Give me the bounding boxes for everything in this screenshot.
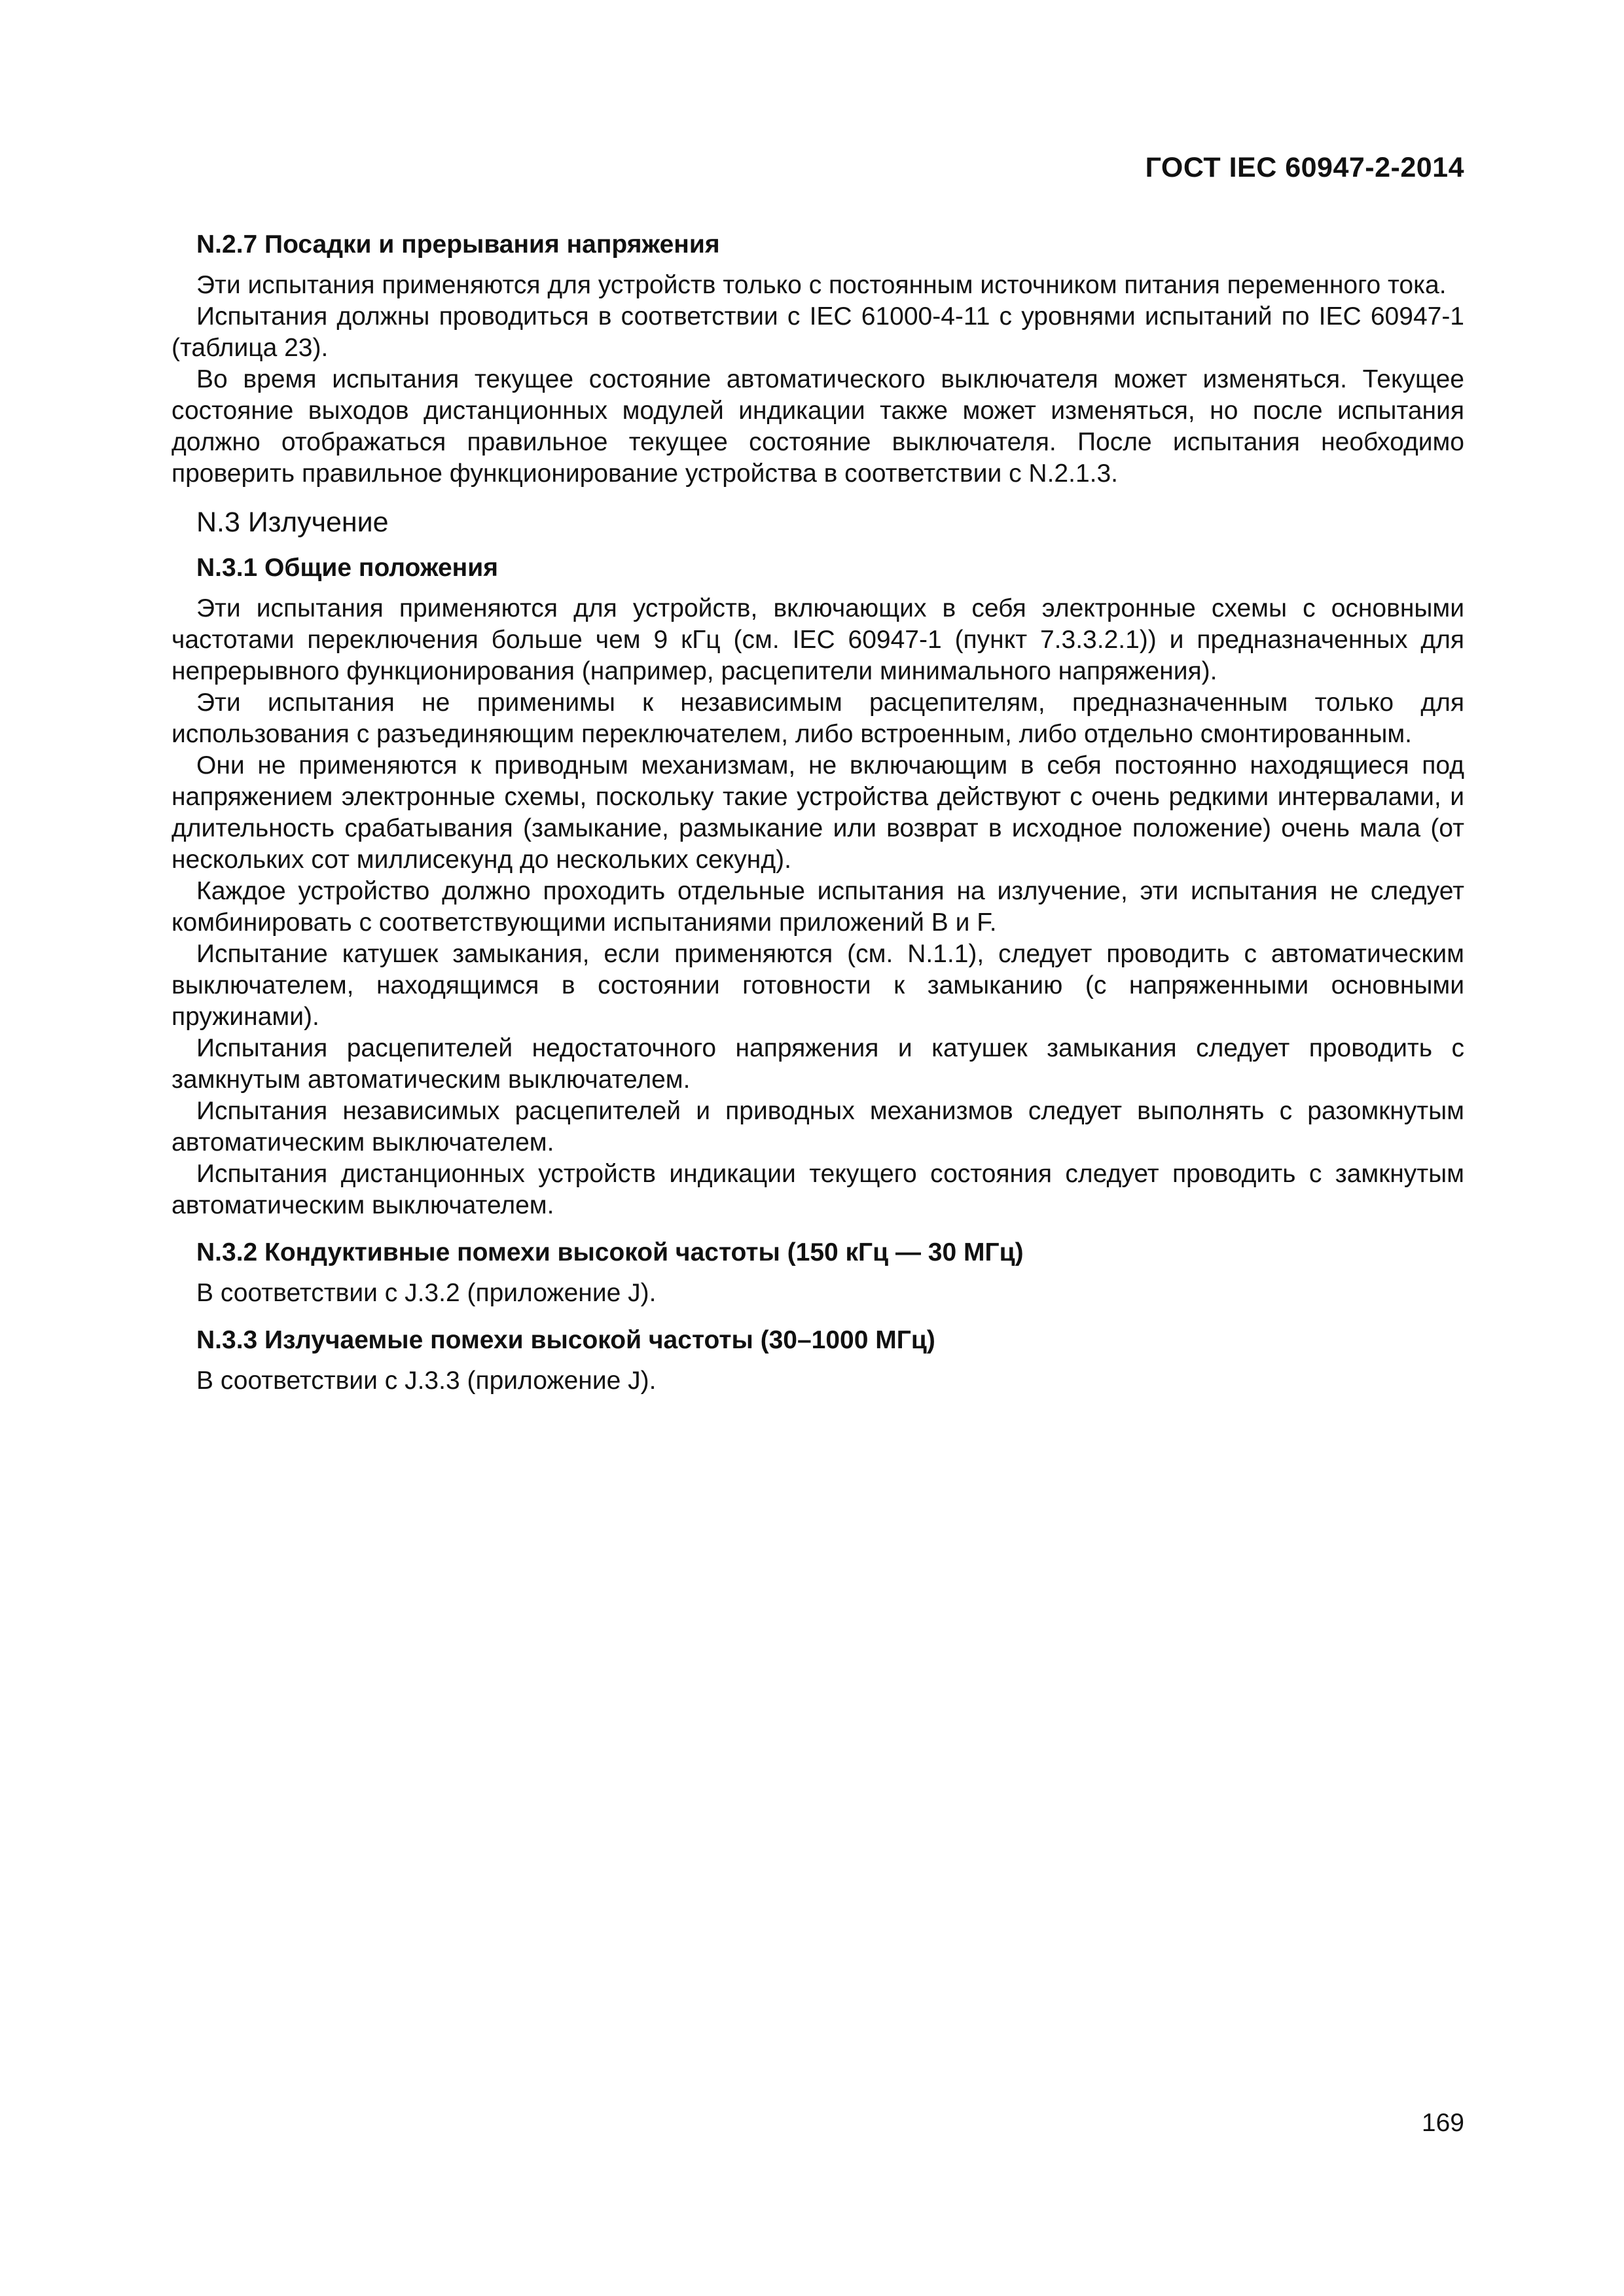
paragraph: Испытание катушек замыкания, если применяются (см. N.1.1), следует проводить с автоматическим выключателем, находящимся в состоянии готовности к замыканию (с напряженными основными пружинами).: [171, 940, 1464, 1031]
paragraph: Они не применяются к приводным механизмам, не включающим в себя постоянно находящиеся под напряжением электронные схемы, поскольку такие устройства действуют с очень редкими интервалами, и длительность срабатывания (замыкание, размыкание или возврат в исходное положение) очень мала (от нескольких сот миллисекунд до нескольких секунд).: [171, 751, 1464, 874]
paragraph: Испытания расцепителей недостаточного напряжения и катушек замыкания следует проводить с замкнутым автоматическим выключателем.: [171, 1034, 1464, 1094]
paragraph: Эти испытания не применимы к независимым расцепителям, предназначенным только для использования с разъединяющим переключателем, либо встроенным, либо отдельно смонтированным.: [171, 689, 1464, 748]
heading-n27: N.2.7 Посадки и прерывания напряжения: [196, 230, 720, 259]
paragraph: В соответствии с J.3.3 (приложение J).: [196, 1367, 657, 1395]
heading-n33: N.3.3 Излучаемые помехи высокой частоты (30–1000 МГц): [196, 1326, 935, 1354]
paragraph: Во время испытания текущее состояние автоматического выключателя может изменяться. Текущее состояние выходов дистанционных модулей индикации также может изменяться, но после испытания должно отображаться правильное текущее состояние выключателя. После испытания необходимо проверить правильное функционирование устройства в соответствии с N.2.1.3.: [171, 365, 1464, 488]
paragraph: Каждое устройство должно проходить отдельные испытания на излучение, эти испытания не следует комбинировать с соответствующими испытаниями приложений B и F.: [171, 877, 1464, 937]
paragraph: Испытания независимых расцепителей и приводных механизмов следует выполнять с разомкнутым автоматическим выключателем.: [171, 1097, 1464, 1157]
document-header-standard: ГОСТ IEC 60947-2-2014: [1145, 152, 1464, 183]
heading-n3: N.3 Излучение: [196, 507, 389, 538]
page-number: 169: [1421, 2109, 1464, 2137]
heading-n31: N.3.1 Общие положения: [196, 554, 498, 582]
paragraph: Эти испытания применяются для устройств, включающих в себя электронные схемы с основными частотами переключения больше чем 9 кГц (см. IEC 60947-1 (пункт 7.3.3.2.1)) и предназначенных для непрерывного функционирования (например, расцепители минимального напряжения).: [171, 594, 1464, 685]
paragraph: Испытания должны проводиться в соответствии с IEC 61000-4-11 с уровнями испытаний по IEC 60947-1 (таблица 23).: [171, 302, 1464, 362]
paragraph: В соответствии с J.3.2 (приложение J).: [196, 1279, 657, 1307]
paragraph: Эти испытания применяются для устройств только с постоянным источником питания переменного тока.: [196, 271, 1447, 299]
heading-n32: N.3.2 Кондуктивные помехи высокой частоты (150 кГц — 30 МГц): [196, 1238, 1024, 1266]
document-body: [171, 229, 1464, 1397]
paragraph: Испытания дистанционных устройств индикации текущего состояния следует проводить с замкнутым автоматическим выключателем.: [171, 1160, 1464, 1219]
